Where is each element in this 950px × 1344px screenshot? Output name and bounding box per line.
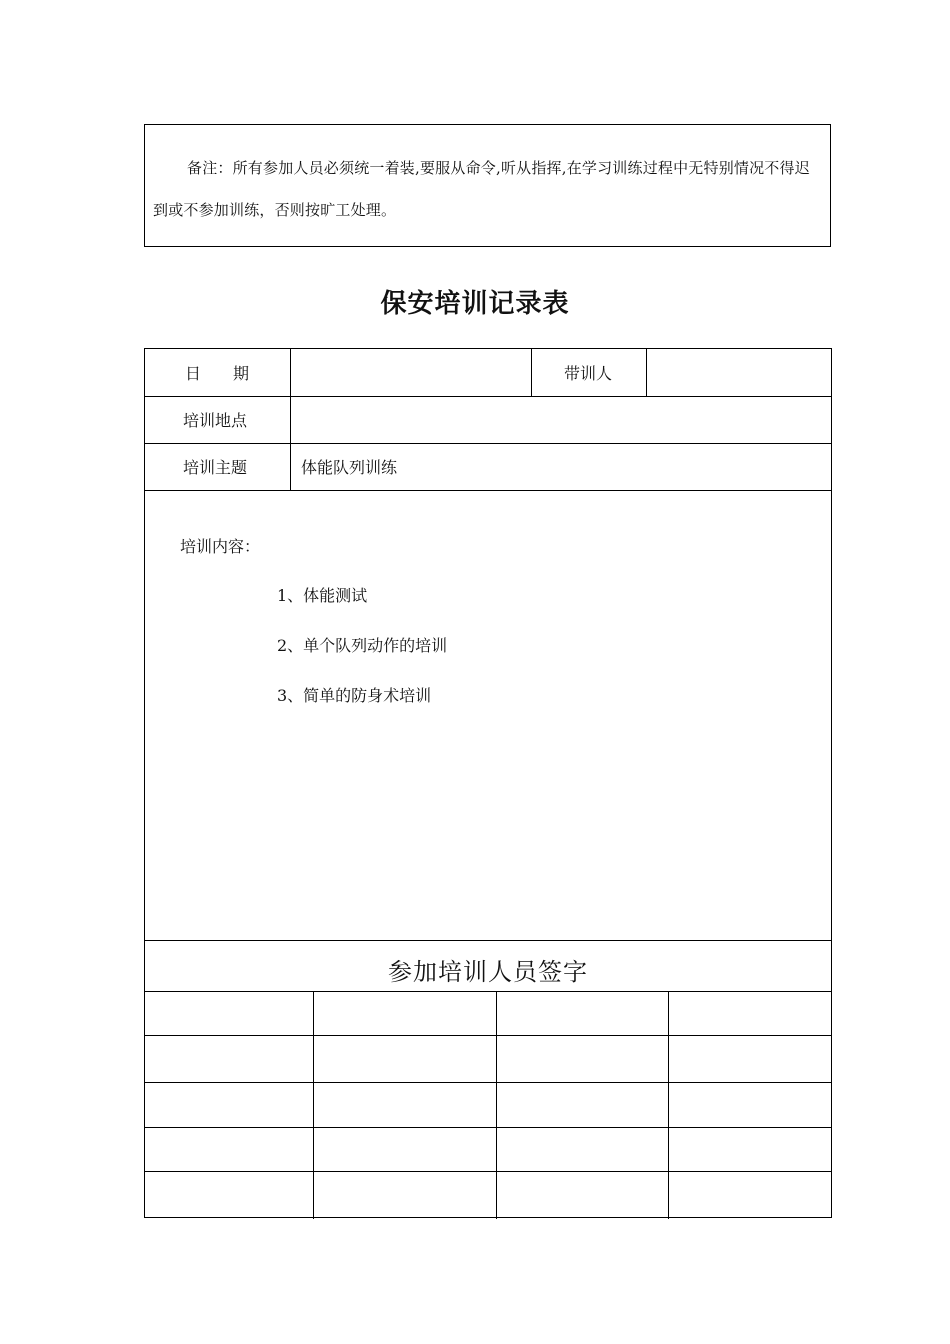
row-divider xyxy=(145,1082,831,1083)
note-text: 备注：所有参加人员必须统一着装,要服从命令,听从指挥,在学习训练过程中无特别情况不得迟到或不参加训练，否则按旷工处理。 xyxy=(153,159,810,219)
note-box xyxy=(144,124,831,247)
trainer-label: 带训人 xyxy=(564,364,613,383)
content-item: 3、简单的防身术培训 xyxy=(277,686,432,705)
column-divider xyxy=(496,991,497,1219)
content-item: 2、单个队列动作的培训 xyxy=(277,636,448,655)
row-divider xyxy=(145,490,831,491)
topic-label: 培训主题 xyxy=(183,458,248,477)
row-divider xyxy=(145,1127,831,1128)
row-divider xyxy=(145,940,831,941)
date-label: 日 期 xyxy=(185,364,250,383)
content-label: 培训内容： xyxy=(180,537,261,556)
location-field[interactable] xyxy=(291,397,831,443)
location-label: 培训地点 xyxy=(183,411,248,430)
training-record-table xyxy=(144,348,832,1218)
content-item: 1、体能测试 xyxy=(277,586,368,605)
row-divider xyxy=(145,1171,831,1172)
signature-header: 参加培训人员签字 xyxy=(388,958,588,986)
trainer-field[interactable] xyxy=(647,349,831,396)
date-field[interactable] xyxy=(291,349,531,396)
row-divider xyxy=(145,1035,831,1036)
column-divider xyxy=(313,991,314,1219)
column-divider xyxy=(531,349,532,396)
row-divider xyxy=(145,991,831,992)
page-title: 保安培训记录表 xyxy=(380,289,570,319)
row-divider xyxy=(145,443,831,444)
column-divider xyxy=(668,991,669,1219)
topic-value: 体能队列训练 xyxy=(301,458,398,477)
